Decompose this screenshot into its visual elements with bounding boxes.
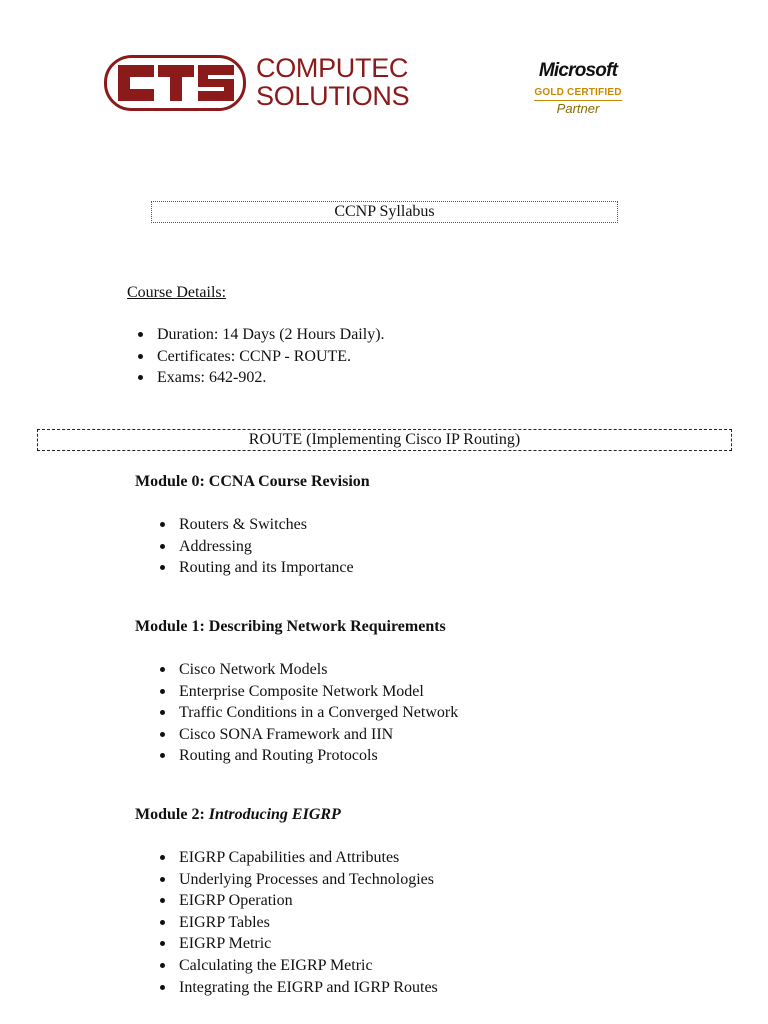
- course-details-list: [135, 324, 385, 389]
- list-item: Duration: 14 Days (2 Hours Daily).: [135, 324, 385, 346]
- list-item: EIGRP Capabilities and Attributes: [157, 847, 438, 869]
- gold-certified-label: GOLD CERTIFIED: [534, 87, 621, 101]
- module-2-name: Introducing EIGRP: [208, 806, 341, 823]
- company-name-line2: SOLUTIONS: [256, 81, 410, 111]
- partner-label: Partner: [556, 101, 600, 116]
- module-2-title: [135, 806, 341, 824]
- module-1-heading: Module 1: Describing Network Requirements: [135, 618, 446, 635]
- list-item: Enterprise Composite Network Model: [157, 681, 458, 703]
- list-item: Addressing: [157, 536, 354, 558]
- list-item: Underlying Processes and Technologies: [157, 869, 438, 891]
- microsoft-partner-badge: [528, 60, 628, 117]
- list-item: Routers & Switches: [157, 514, 354, 536]
- list-item: EIGRP Metric: [157, 933, 438, 955]
- list-item: EIGRP Operation: [157, 890, 438, 912]
- microsoft-logo-text: Microsoft: [538, 60, 618, 81]
- list-item: Cisco Network Models: [157, 659, 458, 681]
- list-item: EIGRP Tables: [157, 912, 438, 934]
- list-item: Calculating the EIGRP Metric: [157, 955, 438, 977]
- module-0-heading: Module 0: CCNA Course Revision: [135, 473, 370, 490]
- module-2-heading: Module 2:: [135, 806, 209, 823]
- module-1-topics: [157, 659, 458, 767]
- module-2-topics: [157, 847, 438, 998]
- module-0-title: [135, 473, 370, 491]
- list-item: Traffic Conditions in a Converged Network: [157, 702, 458, 724]
- list-item: Exams: 642-902.: [135, 367, 385, 389]
- list-item: Integrating the EIGRP and IGRP Routes: [157, 977, 438, 999]
- list-item: Routing and its Importance: [157, 557, 354, 579]
- course-details-heading: Course Details:: [127, 284, 227, 301]
- module-0-topics: [157, 514, 354, 579]
- list-item: Routing and Routing Protocols: [157, 745, 458, 767]
- company-name-line1: COMPUTEC: [256, 53, 409, 83]
- list-item: Cisco SONA Framework and IIN: [157, 724, 458, 746]
- document-title: CCNP Syllabus: [151, 201, 618, 223]
- cts-logo-icon: [104, 55, 246, 111]
- module-1-title: [135, 618, 446, 636]
- section-title: ROUTE (Implementing Cisco IP Routing): [37, 429, 732, 451]
- company-name: [256, 54, 409, 110]
- list-item: Certificates: CCNP - ROUTE.: [135, 346, 385, 368]
